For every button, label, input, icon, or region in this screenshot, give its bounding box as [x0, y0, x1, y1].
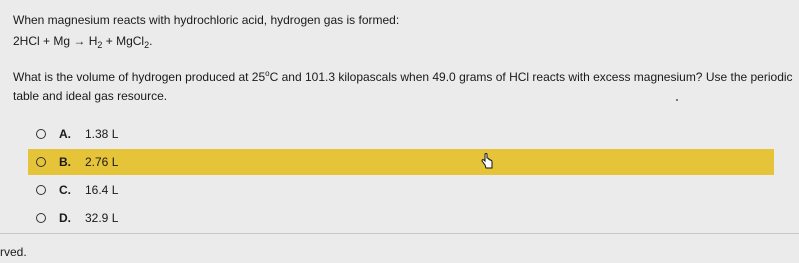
- option-text: 1.38 L: [85, 127, 119, 141]
- question-prompt: What is the volume of hydrogen produced at 25$^o$C and 101.3 kilopascals when 49.0 grams of HCl reacts with excess magnesium? Use the periodic: [13, 69, 793, 84]
- chemical-equation: $2HCl + Mg \to H_2$ + MgCl$_2$.: [13, 34, 153, 50]
- stray-dot: [676, 99, 678, 101]
- radio-button-c[interactable]: [36, 185, 46, 195]
- option-letter: D.: [59, 211, 71, 225]
- divider: [0, 233, 799, 234]
- footer-text: rved.: [0, 245, 27, 259]
- answer-option-c[interactable]: [28, 177, 774, 203]
- option-text: 2.76 L: [85, 155, 119, 169]
- option-text: 16.4 L: [85, 183, 119, 197]
- radio-button-d[interactable]: [36, 213, 46, 223]
- answer-option-a[interactable]: [28, 121, 774, 147]
- option-letter: B.: [59, 155, 71, 169]
- radio-button-a[interactable]: [36, 129, 46, 139]
- answer-option-b[interactable]: [28, 149, 774, 175]
- radio-button-b[interactable]: [36, 157, 46, 167]
- answer-option-d[interactable]: [28, 205, 774, 231]
- hand-pointer-icon: [480, 153, 494, 169]
- question-prompt-continued: table and ideal gas resource.: [13, 89, 168, 103]
- option-letter: C.: [59, 183, 71, 197]
- question-intro: When magnesium reacts with hydrochloric acid, hydrogen gas is formed:: [13, 13, 400, 27]
- option-text: 32.9 L: [85, 211, 119, 225]
- option-letter: A.: [59, 127, 71, 141]
